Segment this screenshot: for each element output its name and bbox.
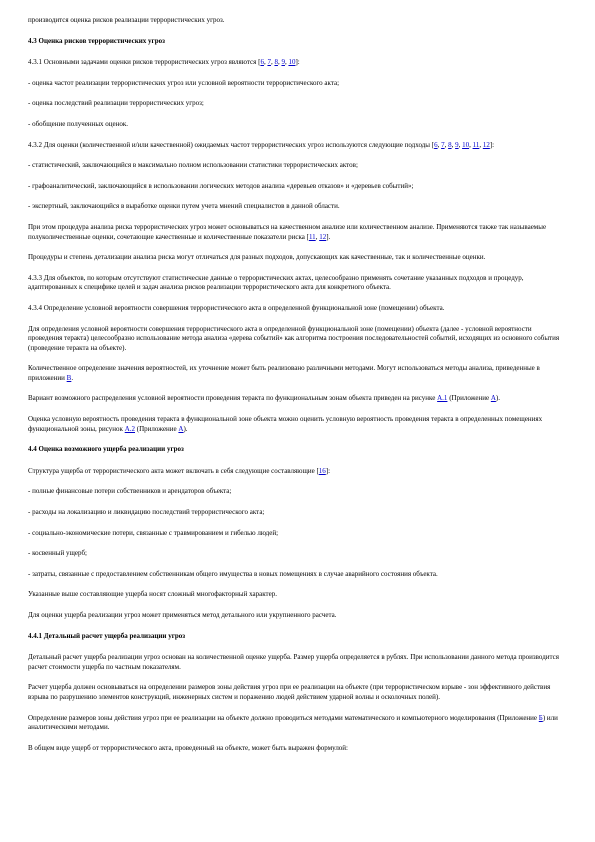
paragraph-text: (Приложение <box>447 394 491 403</box>
paragraph-text: Определение размеров зоны действия угроз при ее реализации на объекте должно проводиться методами математического и компьютерного моделирования (Приложение <box>28 713 539 722</box>
paragraph: - обобщение полученных оценок. <box>28 119 129 128</box>
paragraph: - затраты, связанные с предоставлением собственникам общего имущества в новых помещениях в случае аварийного состояния объекта. <box>28 569 438 578</box>
paragraph: Процедуры и степень детализации анализа риска могут отличаться для разных подходов, допускающих как качественные, так и количественные оценки. <box>28 253 486 262</box>
paragraph: - расходы на локализацию и ликвидацию последствий террористического акта; <box>28 508 265 517</box>
paragraph-text: ). <box>183 424 188 433</box>
reference-link[interactable]: 7 <box>441 140 445 149</box>
paragraph-text: Количественное определение значения вероятностей, их уточнение может быть реализовано различными методами. Могут использоваться методы анализа, приведенные в приложении <box>28 364 540 382</box>
reference-link[interactable]: 9 <box>455 140 459 149</box>
reference-link[interactable]: Б <box>538 713 543 722</box>
paragraph-text: ). <box>495 394 500 403</box>
paragraph: 4.3.4 Определение условной вероятности совершения террористического акта в определенной функциональной зоне (помещении) объекта. <box>28 303 445 312</box>
paragraph-text: 4.3.2 Для оценки (количественной и/или качественной) ожидаемых частот террористических угроз используются следующие подходы [ <box>28 140 435 149</box>
paragraph-text: , <box>437 140 442 149</box>
paragraph: Для оценки ущерба реализации угроз может применяться метод детального или укрупненного расчета. <box>28 611 337 619</box>
paragraph: - оценка последствий реализации террористических угроз; <box>28 99 204 108</box>
reference-link[interactable]: В <box>66 373 72 382</box>
paragraph-text: (Приложение <box>135 424 179 433</box>
reference-link[interactable]: А <box>178 424 184 433</box>
paragraph <box>28 394 567 404</box>
paragraph: Детальный расчет ущерба реализации угроз основан на количественной оценке ущерба. Размер ущерба определяется в рублях. При использовании данного метода производится расчет стоимости ущерба по частным показателям. <box>28 653 560 671</box>
reference-link[interactable]: 10 <box>288 58 296 67</box>
paragraph: Указанные выше составляющие ущерба носят сложный многофакторный характер. <box>28 590 277 599</box>
paragraph: - полные финансовые потери собственников и арендаторов объекта; <box>28 487 232 496</box>
section-heading: 4.3 Оценка рисков террористических угроз <box>28 36 165 45</box>
paragraph: Расчет ущерба должен основываться на определении размеров зоны действия угроз при ее реализации на объекте (при террористическом взрыве - зон эффективного действия взрыва по разрушению элементов конструкций, инженерных систем и поражению людей действием ударной волны и осколочных полей). <box>28 683 551 701</box>
paragraph: - экспертный, заключающийся в выработке оценки путем учета мнений специалистов в данной области. <box>28 202 340 211</box>
reference-link[interactable]: 16 <box>318 466 326 475</box>
paragraph-text: , <box>451 140 456 149</box>
paragraph-text: ]: <box>489 140 495 149</box>
paragraph <box>28 415 567 434</box>
paragraph-text: ) или аналитическими методами. <box>28 713 558 732</box>
paragraph-text: , <box>284 58 289 67</box>
paragraph-text: , <box>277 58 282 67</box>
reference-link[interactable]: 10 <box>462 140 470 149</box>
paragraph: производится оценка рисков реализации террористических угроз. <box>28 16 225 24</box>
reference-link[interactable]: 8 <box>448 140 452 149</box>
paragraph-text: При этом процедура анализа риска террористических угроз может основываться на качественном анализе или количественном анализе. Применяются также так называемые полуколичественные оценки, сочетающие качественные и количественные показатели риска [ <box>28 222 547 241</box>
section-heading: 4.4 Оценка возможного ущерба реализации угроз <box>28 445 184 454</box>
paragraph: - статистический, заключающийся в максимально полном использовании статистики террористических актов; <box>28 161 358 170</box>
paragraph-text: Структура ущерба от террористического акта может включать в себя следующие составляющие [ <box>28 466 319 475</box>
paragraph-text: , <box>270 58 275 67</box>
reference-link[interactable]: 7 <box>267 58 271 67</box>
paragraph: - социально-экономические потери, связанные с травмированием и гибелью людей; <box>28 528 279 537</box>
paragraph-text: . <box>71 373 74 382</box>
paragraph-text: , <box>469 140 473 149</box>
paragraph <box>28 223 567 242</box>
reference-link[interactable]: 9 <box>281 58 285 67</box>
reference-link[interactable]: А.1 <box>437 394 448 403</box>
reference-link[interactable]: А.2 <box>124 424 135 433</box>
paragraph <box>28 58 567 68</box>
paragraph-text: Оценка условную вероятность проведения теракта в функциональной зоне объекта можно оценить условную вероятность проведения теракта в определенных помещениях функциональной зоны, рисунок <box>28 415 543 433</box>
paragraph <box>28 467 567 477</box>
reference-link[interactable]: 12 <box>482 140 490 149</box>
paragraph-text: , <box>444 140 449 149</box>
paragraph: Для определения условной вероятности совершения террористического акта в определенной функциональной зоне (помещении) объекта (далее - условной вероятности проведения теракта) целесообразно использование метода анализа «дерева событий» как алгоритма построения последовательностей событий, исходящих из основного события (проведение теракта на объекте). <box>28 324 560 352</box>
paragraph-text: , <box>479 140 483 149</box>
reference-link[interactable]: 11 <box>308 232 316 241</box>
paragraph-text: ]: <box>325 466 331 475</box>
reference-link[interactable]: 6 <box>434 140 438 149</box>
paragraph <box>28 141 567 151</box>
section-heading: 4.4.1 Детальный расчет ущерба реализации угроз <box>28 631 186 640</box>
reference-link[interactable]: 11 <box>472 140 480 149</box>
paragraph-text: , <box>263 58 268 67</box>
reference-link[interactable]: 8 <box>274 58 278 67</box>
reference-link[interactable]: 12 <box>319 232 327 241</box>
reference-link[interactable]: А <box>490 394 496 403</box>
paragraph: 4.3.3 Для объектов, по которым отсутствуют статистические данные о террористических актах, целесообразно применять сочетание указанных подходов и процедур, адаптированных к специфике целей и задач анализа рисков реализации террористического акта для конкретного объекта. <box>28 273 524 292</box>
paragraph-text: 4.3.1 Основными задачами оценки рисков террористических угроз являются [ <box>28 58 261 67</box>
paragraph-text: ]: <box>295 58 300 67</box>
paragraph <box>28 714 567 733</box>
paragraph: - оценка частот реализации террористических угроз или условной вероятности террористического акта; <box>28 78 340 87</box>
paragraph <box>28 364 567 383</box>
paragraph: В общем виде ущерб от террористического акта, проведенный на объекте, может быть выражен формулой: <box>28 743 349 752</box>
paragraph-text: ]. <box>326 232 331 241</box>
paragraph: - графоаналитический, заключающийся в использовании логических методов анализа «деревьев отказов» и «деревьев событий»; <box>28 181 414 190</box>
paragraph-text: Вариант возможного распределения условной вероятности проведения теракта по функциональным зонам объекта приведен на рисунке <box>28 394 438 403</box>
paragraph: - косвенный ущерб; <box>28 549 87 558</box>
paragraph-text: , <box>458 140 463 149</box>
reference-link[interactable]: 6 <box>260 58 264 67</box>
paragraph-text: , <box>315 232 320 241</box>
